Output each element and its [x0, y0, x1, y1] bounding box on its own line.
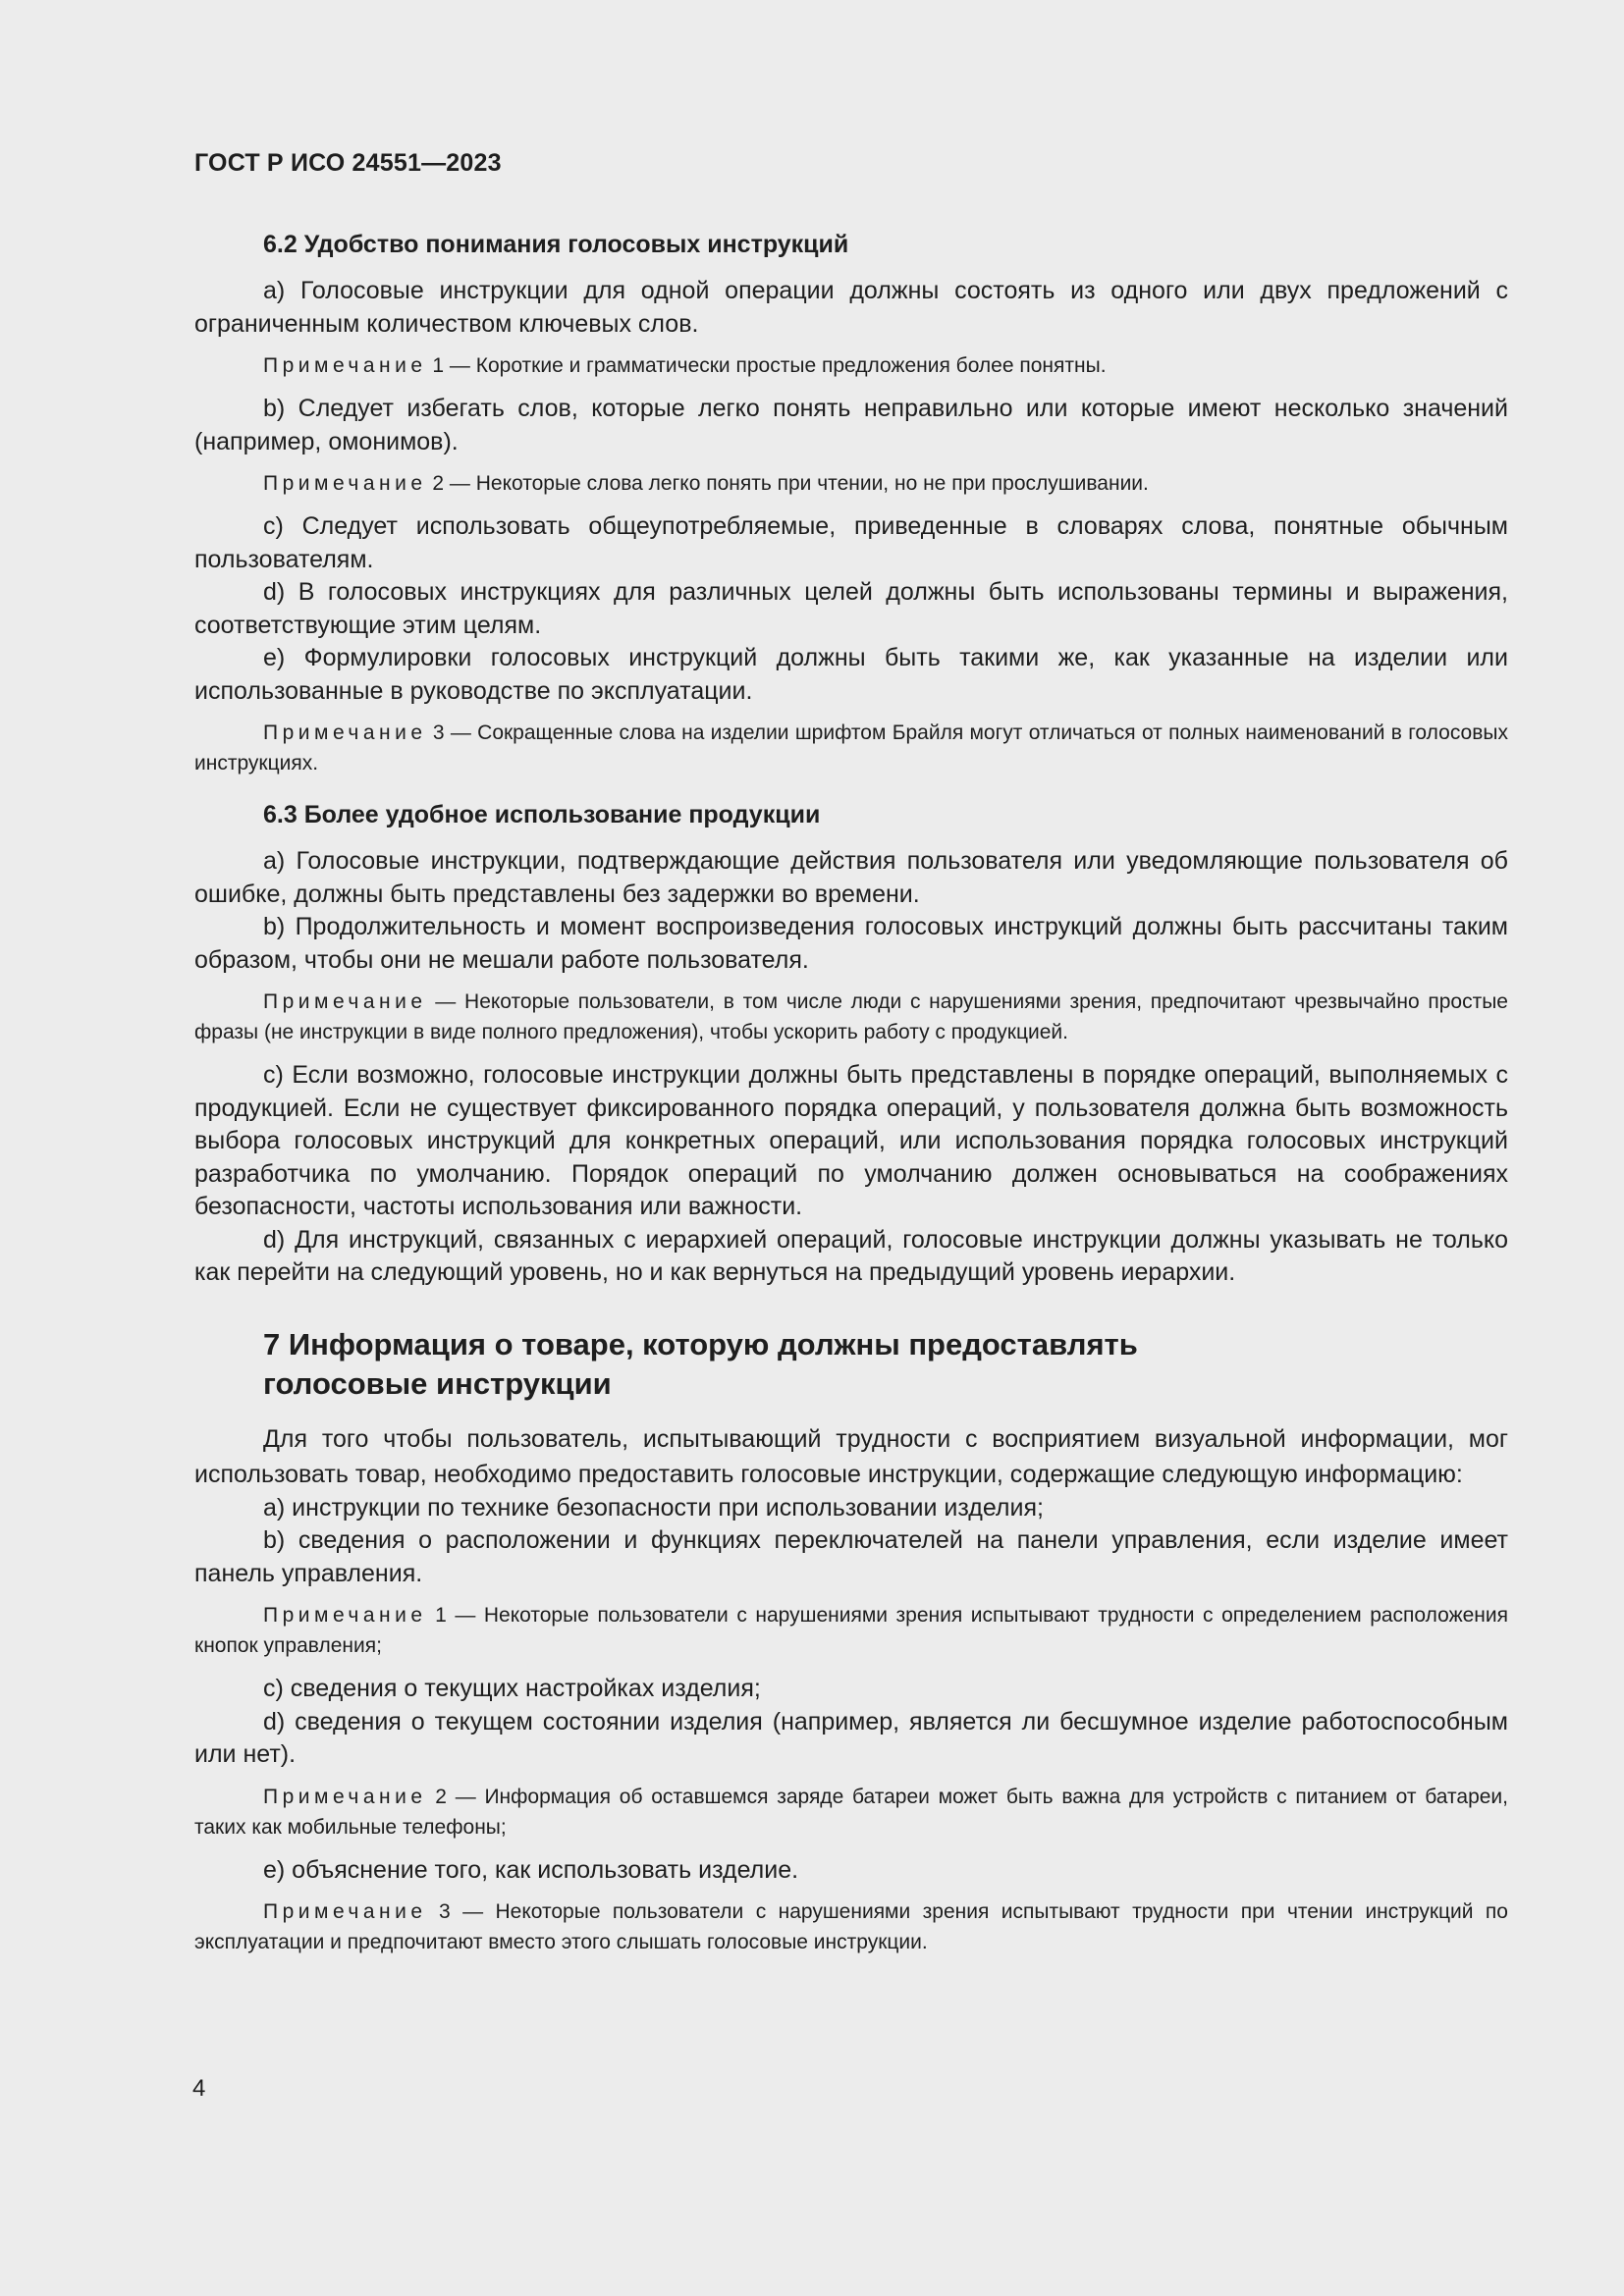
s7-item-b: b) сведения о расположении и функциях переключателей на панели управления, если изделие имеет панель управления.: [194, 1526, 1508, 1587]
note-text: — Некоторые пользователи, в том числе люди с нарушениями зрения, предпочитают чрезвычайно простые фразы (не инструкции в виде полного предложения), чтобы ускорить работу с продукцией.: [194, 990, 1508, 1043]
s62-note-3: [194, 718, 1508, 778]
s62-item-a: a) Голосовые инструкции для одной операции должны состоять из одного или двух предложений с ограниченным количеством ключевых слов.: [194, 277, 1508, 338]
s7-item-d: d) сведения о текущем состоянии изделия (например, является ли бесшумное изделие работоспособным или нет).: [194, 1707, 1508, 1768]
note-label: Примечание: [263, 1604, 427, 1627]
note-label: Примечание: [263, 1785, 427, 1808]
note-label: Примечание: [263, 721, 427, 744]
section-7-title-line-1: 7 Информация о товаре, которую должны предоставлять: [263, 1326, 1138, 1362]
note-text: 1 — Некоторые пользователи с нарушениями зрения испытывают трудности с определением расположения кнопок управления;: [194, 1604, 1508, 1657]
s62-item-b: b) Следует избегать слов, которые легко понять неправильно или которые имеют несколько значений (например, омонимов).: [194, 395, 1508, 455]
section-6-2-title: 6.2 Удобство понимания голосовых инструкций: [263, 231, 849, 258]
s7-note-2: [194, 1782, 1508, 1842]
s7-item-c: c) сведения о текущих настройках изделия;: [263, 1675, 761, 1702]
note-label: Примечание: [263, 472, 427, 495]
note-label: Примечание: [263, 1900, 427, 1923]
note-text: 1 — Короткие и грамматически простые предложения более понятны.: [426, 354, 1107, 377]
s7-item-e: e) объяснение того, как использовать изделие.: [263, 1855, 799, 1884]
s62-item-c: c) Следует использовать общеупотребляемые, приведенные в словарях слова, понятные обычным пользователям.: [194, 512, 1508, 573]
note-text: 2 — Информация об оставшемся заряде батареи может быть важна для устройств с питанием от батареи, таких как мобильные телефоны;: [194, 1785, 1508, 1839]
s63-item-b: b) Продолжительность и момент воспроизведения голосовых инструкций должны быть рассчитаны таким образом, чтобы они не мешали работе пользователя.: [194, 913, 1508, 974]
note-text: 3 — Сокращенные слова на изделии шрифтом Брайля могут отличаться от полных наименований в голосовых инструкциях.: [194, 721, 1508, 774]
section-6-3-title: 6.3 Более удобное использование продукции: [263, 801, 821, 828]
s62-note-1: [194, 350, 1508, 381]
s62-item-e: e) Формулировки голосовых инструкций должны быть такими же, как указанные на изделии или использованные в руководстве по эксплуатации.: [194, 644, 1508, 705]
document-header: ГОСТ Р ИСО 24551—2023: [194, 149, 502, 177]
s7-intro: Для того чтобы пользователь, испытывающий трудности с восприятием визуальной информации, мог использовать товар, необходимо предоставить голосовые инструкции, содержащие следующую информацию:: [194, 1424, 1508, 1488]
s7-note-3: [194, 1896, 1508, 1957]
s63-item-a: a) Голосовые инструкции, подтверждающие действия пользователя или уведомляющие пользователя об ошибке, должны быть представлены без задержки во времени.: [194, 847, 1508, 908]
note-label: Примечание: [263, 990, 427, 1013]
note-text: 2 — Некоторые слова легко понять при чтении, но не при прослушивании.: [426, 472, 1149, 495]
s62-note-2: [194, 468, 1508, 499]
note-text: 3 — Некоторые пользователи с нарушениями зрения испытывают трудности при чтении инструкций по эксплуатации и предпочитают вместо этого слышать голосовые инструкции.: [194, 1900, 1508, 1953]
s63-item-d: d) Для инструкций, связанных с иерархией операций, голосовые инструкции должны указывать не только как перейти на следующий уровень, но и как вернуться на предыдущий уровень иерархии.: [194, 1225, 1508, 1286]
section-7-title-line-2: голосовые инструкции: [263, 1365, 612, 1401]
page-number: 4: [192, 2075, 206, 2102]
section-7-title: [194, 1325, 1508, 1404]
s63-item-c: c) Если возможно, голосовые инструкции должны быть представлены в порядке операций, выполняемых с продукцией. Если не существует фиксированного порядка операций, у пользователя должна быть возможность выбора голосовых инструкций для конкретных операций, или использования порядка голосовых инструкций разработчика по умолчанию. Порядок операций по умолчанию должен основываться на соображениях безопасности, частоты использования или важности.: [194, 1061, 1508, 1220]
s63-note: [194, 987, 1508, 1047]
s7-note-1: [194, 1600, 1508, 1661]
note-label: Примечание: [263, 354, 427, 377]
s7-item-a: a) инструкции по технике безопасности при использовании изделия;: [263, 1493, 1044, 1522]
document-body: [194, 228, 1508, 1969]
s62-item-d: d) В голосовых инструкциях для различных целей должны быть использованы термины и выражения, соответствующие этим целям.: [194, 578, 1508, 639]
